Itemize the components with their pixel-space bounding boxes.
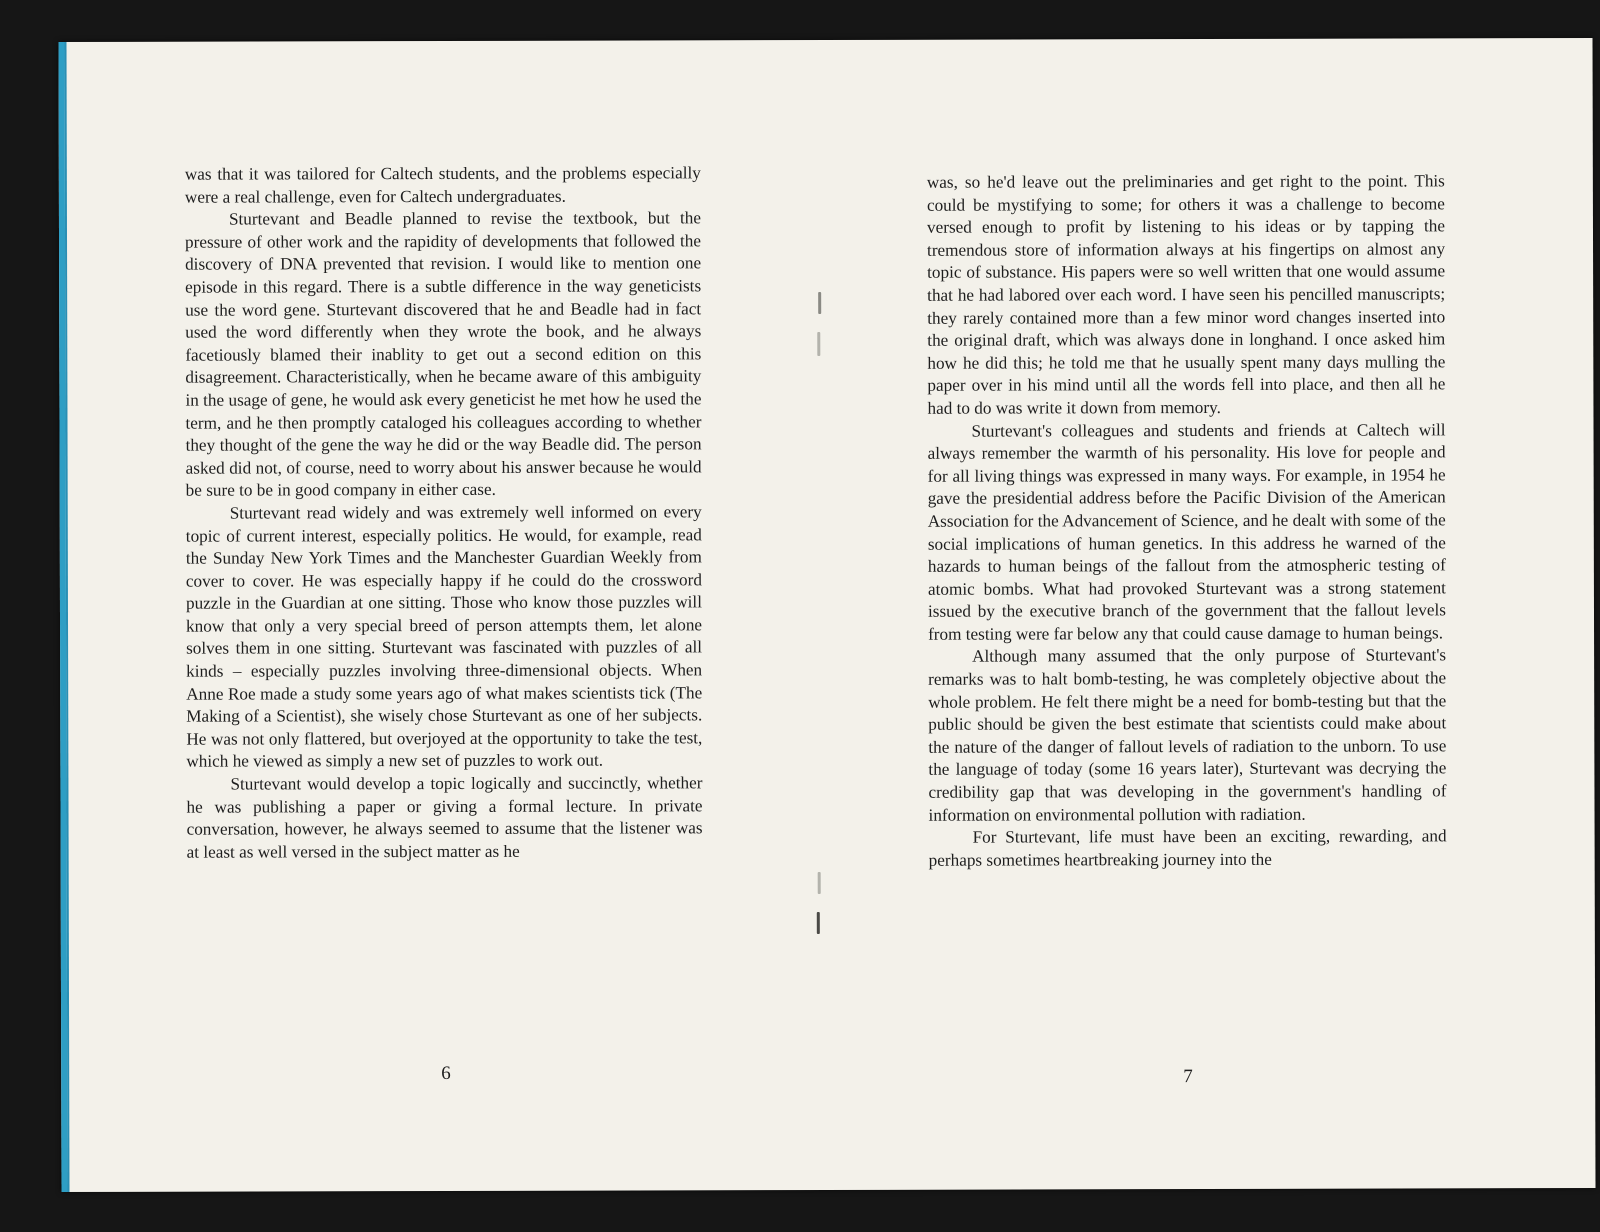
right-paragraph-3: Although many assumed that the only purpose of Sturtevant's remarks was to halt bomb-testing, he was completely objective about the whole problem. He felt there might be a need for bomb-testing but that the public should be given the best estimate that scientists could make about the nature of the danger of fallout levels of radiation to the unborn. To use the language of today (some 16 years later), Sturtevant was decrying the credibility gap that was developing in the government's handling of information on environmental pollution with radiation.: [928, 645, 1447, 825]
right-page-number: 7: [1183, 1066, 1193, 1088]
left-paragraph-4: Sturtevant would develop a topic logically and succinctly, whether he was publishing a paper or giving a formal lecture. In private conversation, however, he always seemed to assume that the listener was at least as well versed in the subject matter as he: [186, 773, 703, 862]
staple-mark-bottom-lower: [817, 912, 820, 934]
right-paragraph-2: Sturtevant's colleagues and students and friends at Caltech will always remember the warmth of his personality. His love for people and for all living things was expressed in many ways. For example, in 1954 he gave the presidential address before the Pacific Division of the American Association for the Advancement of Science, and he dealt with some of the social implications of human genetics. In this address he warned of the hazards to human beings of the fallout from the atmospheric testing of atomic bombs. What had provoked Sturtevant was a strong statement issued by the executive branch of the government that the fallout levels from testing were far below any that could cause damage to human beings.: [927, 419, 1447, 644]
left-page-text: [185, 162, 703, 864]
staple-mark-top: [818, 292, 821, 314]
staple-mark-top-lower: [817, 332, 820, 356]
left-page-edge: [64, 42, 69, 1192]
left-paragraph-1: was that it was tailored for Caltech students, and the problems especially were a real challenge, even for Caltech undergraduates.: [184, 163, 701, 207]
booklet-spread: [58, 38, 1595, 1192]
left-paragraph-3: Sturtevant read widely and was extremely well informed on every topic of current interest, especially politics. He would, for example, read the Sunday New York Times and the Manchester Guardian Weekly from cover to cover. He was especially happy if he could do the crossword puzzle in the Guardian at one sitting. Those who know those puzzles will know that only a very special breed of person attempts them, let alone solves them in one sitting. Sturtevant was fascinated with puzzles of all kinds – especially puzzles involving three-dimensional objects. When Anne Roe made a study some years ago of what makes scientists tick (The Making of a Scientist), she wisely chose Sturtevant as one of her subjects. He was not only flattered, but overjoyed at the opportunity to take the test, which he viewed as simply a new set of puzzles to work out.: [185, 502, 703, 772]
left-paragraph-2: Sturtevant and Beadle planned to revise the textbook, but the pressure of other work and the rapidity of developments that followed the discovery of DNA prevented that revision. I would like to mention one episode in this regard. There is a subtle difference in the way geneticists use the word gene. Sturtevant discovered that he and Beadle had in fact used the word differently when they wrote the book, and he always facetiously blamed their inablity to get out a second edition on this disagreement. Characteristically, when he became aware of this ambiguity in the usage of gene, he would ask every geneticist he met how he used the term, and he then promptly cataloged his colleagues according to whether they thought of the gene the way he did or the way Beadle did. The person asked did not, of course, need to worry about his answer because he would be sure to be in good company in either case.: [184, 208, 702, 500]
left-page-number: 6: [441, 1062, 451, 1085]
right-paragraph-1: was, so he'd leave out the preliminaries and get right to the point. This could be mystifying to some; for others it was a challenge to become versed enough to profit by listening to his ideas or by tapping the tremendous store of information always at his fingertips on almost any topic of substance. His papers were so well written that one would assume that he had labored over each word. I have seen his pencilled manuscripts; they rarely contained more than a few minor word changes inserted into the original draft, which was always done in longhand. I once asked him how he did this; he told me that he usually spent many days mulling the paper over in his mind until all the words fell into place, and then all he had to do was write it down from memory.: [926, 171, 1446, 418]
right-paragraph-4: For Sturtevant, life must have been an exciting, rewarding, and perhaps sometimes heartbreaking journey into the: [928, 826, 1447, 870]
right-page-text: [927, 170, 1447, 872]
staple-mark-bottom: [818, 872, 821, 894]
